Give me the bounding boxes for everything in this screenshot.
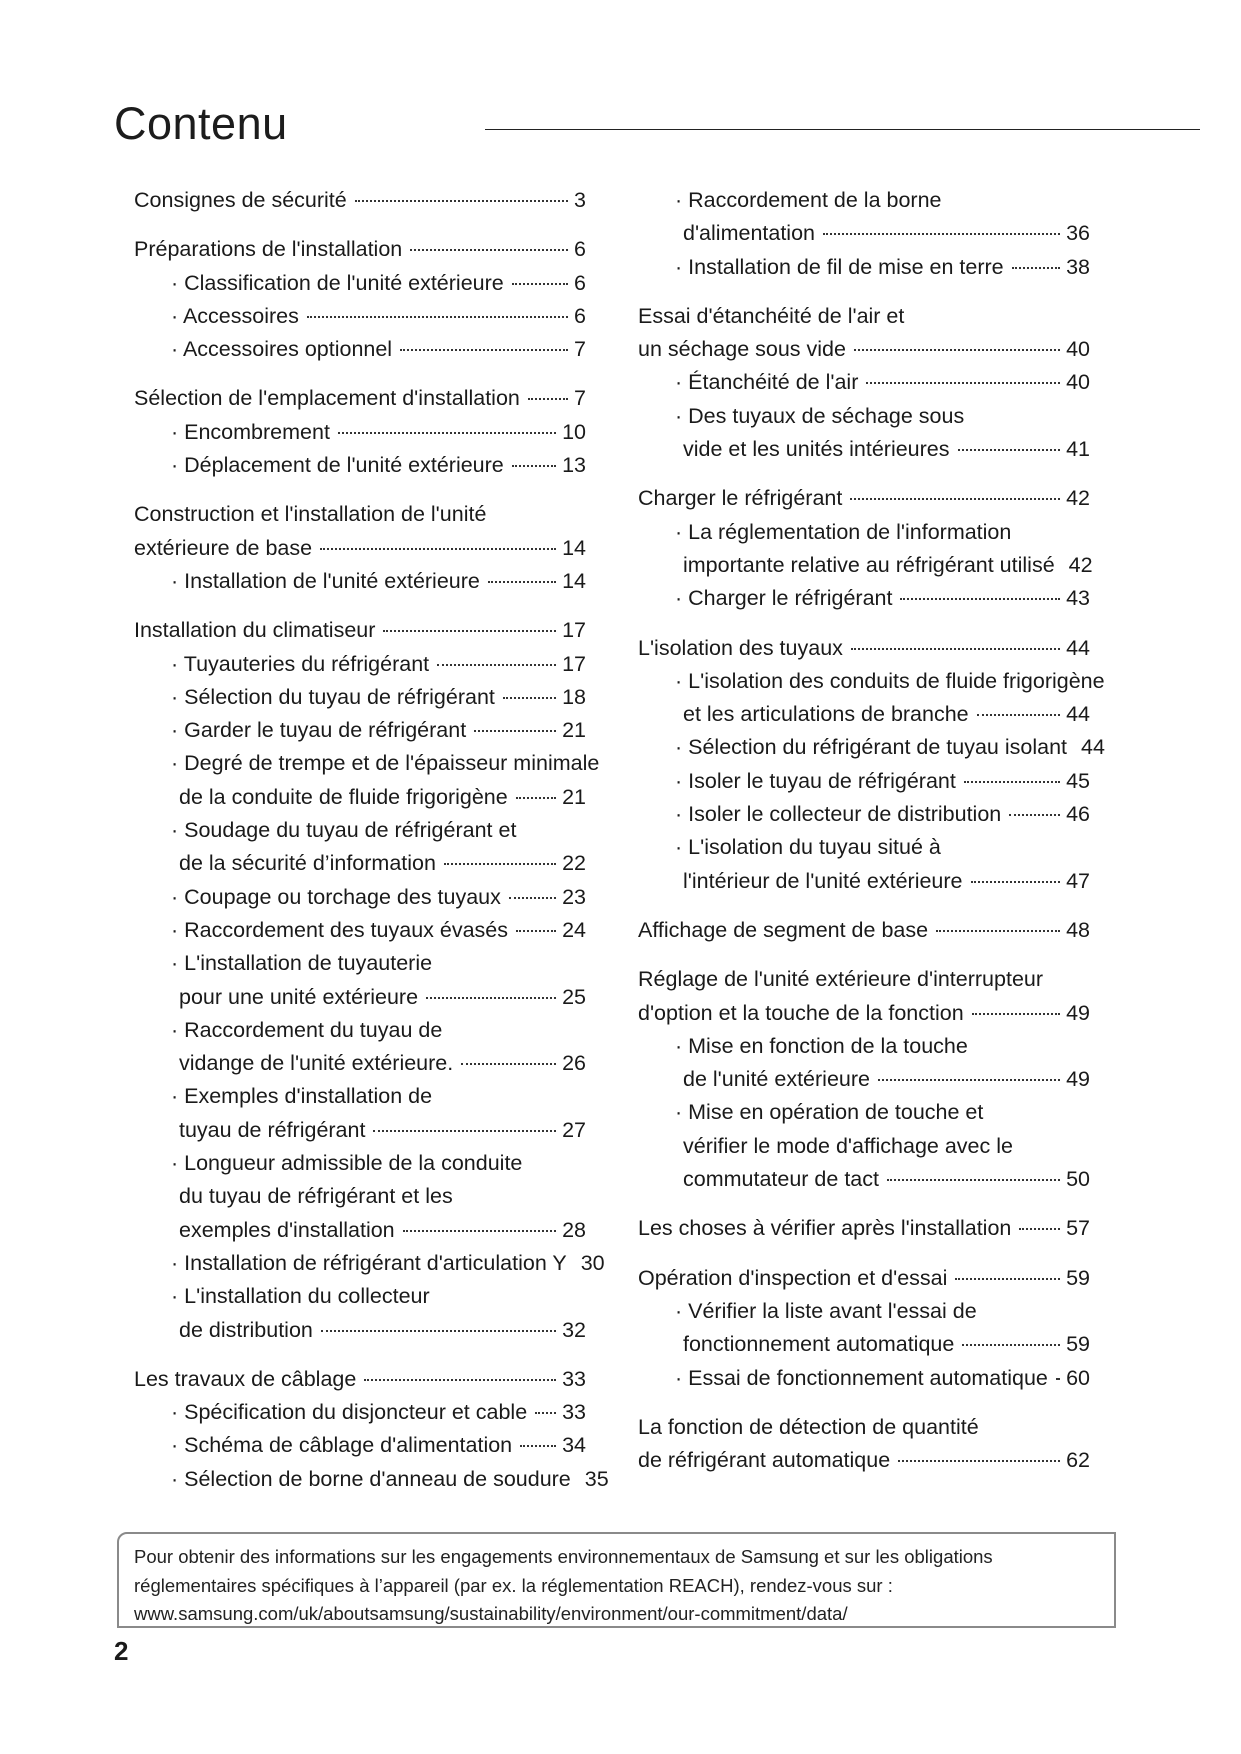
toc-leader-dots	[364, 1379, 556, 1381]
toc-page-number: 14	[562, 568, 586, 593]
toc-entry-label: vérifier le mode d'affichage avec le	[683, 1133, 1013, 1158]
toc-leader-dots	[437, 664, 556, 666]
toc-leader-dots	[321, 1330, 556, 1332]
toc-entry-label: · Vérifier la liste avant l'essai de	[675, 1298, 977, 1323]
toc-entry-label: · Isoler le tuyau de réfrigérant	[675, 768, 956, 793]
toc-page-number: 57	[1066, 1216, 1090, 1241]
toc-entry-label: · Exemples d'installation de	[171, 1084, 433, 1109]
toc-page-number: 43	[1066, 586, 1090, 611]
toc-subentry[interactable]	[638, 798, 1090, 831]
toc-subentry[interactable]	[638, 217, 1090, 250]
toc-leader-dots	[444, 863, 556, 865]
toc-subentry[interactable]	[134, 847, 586, 880]
toc-page-number: 22	[562, 851, 586, 876]
toc-subentry[interactable]	[638, 665, 1105, 698]
toc-entry-label: de la sécurité d’information	[179, 851, 436, 876]
toc-leader-dots	[512, 283, 568, 285]
toc-entry-label: de réfrigérant automatique	[638, 1448, 891, 1473]
toc-entry-label: de l'unité extérieure	[683, 1067, 870, 1092]
toc-section	[638, 482, 1093, 615]
toc-entry-label: · Raccordement de la borne	[675, 188, 942, 212]
environment-notice-text: Pour obtenir des informations sur les engagements environnementaux de Samsung et sur les obligations réglementaires spécifiques à l’appareil (par ex. la réglementation REACH), rendez-vous sur : www.samsung.com/uk/aboutsamsung/sustainability/environment/our-commitment/data/	[134, 1546, 993, 1624]
toc-entry-label: l'intérieur de l'unité extérieure	[683, 868, 963, 893]
toc-page-number: 30	[580, 1250, 605, 1275]
toc-subentry[interactable]	[638, 400, 1090, 433]
toc-entry-label: · Classification de l'unité extérieure	[171, 270, 504, 295]
toc-page-number: 44	[1081, 735, 1105, 760]
toc-page-number: 32	[562, 1317, 586, 1342]
toc-entry-label: et les articulations de branche	[683, 702, 969, 727]
toc-subentry[interactable]	[638, 1096, 1090, 1129]
toc-leader-dots	[850, 498, 1060, 500]
toc-entry-label: · Charger le réfrigérant	[675, 586, 893, 611]
toc-subentry[interactable]	[134, 1396, 586, 1429]
toc-entry-label: exemples d'installation	[179, 1217, 395, 1242]
toc-entry-label: · Soudage du tuyau de réfrigérant et	[171, 818, 517, 843]
toc-entry[interactable]	[638, 914, 1090, 947]
toc-entry-label: fonctionnement automatique	[683, 1332, 955, 1357]
toc-subentry[interactable]	[134, 981, 586, 1014]
toc-entry-label: Opération d'inspection et d'essai	[638, 1265, 948, 1290]
toc-entry-label: Sélection de l'emplacement d'installation	[134, 386, 520, 411]
toc-subentry[interactable]	[134, 681, 586, 714]
toc-subentry[interactable]	[134, 881, 586, 914]
toc-subentry[interactable]	[134, 1180, 586, 1213]
toc-page-number: 38	[1066, 254, 1090, 279]
toc-entry[interactable]	[134, 532, 586, 565]
toc-subentry[interactable]	[134, 814, 586, 847]
toc-entry[interactable]	[638, 1262, 1090, 1295]
toc-entry-label: Essai d'étanchéité de l'air et	[638, 303, 905, 328]
toc-subentry[interactable]	[134, 1080, 586, 1113]
toc-entry-label: Affichage de segment de base	[638, 917, 929, 942]
toc-entry-label: L'isolation des tuyaux	[638, 635, 843, 660]
toc-subentry[interactable]	[638, 184, 1090, 217]
toc-subentry[interactable]	[638, 366, 1090, 399]
toc-entry-label: · Raccordement des tuyaux évasés	[171, 917, 508, 942]
toc-page-number: 40	[1066, 337, 1090, 362]
toc-leader-dots	[338, 432, 556, 434]
toc-entry[interactable]	[638, 1411, 1090, 1444]
toc-page-number: 27	[562, 1117, 586, 1142]
toc-entry-label: · L'installation de tuyauterie	[171, 951, 433, 976]
toc-page-number: 13	[562, 453, 586, 478]
page-number: 2	[114, 1636, 129, 1666]
toc-subentry[interactable]	[134, 300, 586, 333]
toc-leader-dots	[955, 1278, 1060, 1280]
toc-entry-label: Les choses à vérifier après l'installation	[638, 1216, 1012, 1241]
toc-section	[134, 184, 586, 217]
toc-subentry[interactable]	[638, 1328, 1090, 1361]
toc-entry-label: · Degré de trempe et de l'épaisseur minimale	[171, 751, 600, 776]
toc-entry-label: · Sélection du réfrigérant de tuyau isolant	[675, 735, 1068, 760]
toc-entry[interactable]	[134, 233, 586, 266]
toc-subentry[interactable]	[134, 1463, 609, 1496]
toc-entry-label: · Installation de l'unité extérieure	[171, 568, 480, 593]
title-rule	[485, 129, 1200, 130]
toc-leader-dots	[512, 465, 556, 467]
toc-leader-dots	[503, 697, 556, 699]
toc-leader-dots	[1009, 814, 1060, 816]
toc-page-number: 26	[562, 1051, 586, 1076]
toc-page-number: 60	[1066, 1365, 1090, 1390]
toc-entry[interactable]	[638, 632, 1090, 665]
toc-page-number: 33	[562, 1400, 586, 1425]
toc-subentry[interactable]	[134, 648, 586, 681]
toc-page-number: 42	[1068, 552, 1093, 577]
toc-entry-label: · L'isolation du tuyau situé à	[675, 835, 941, 860]
toc-leader-dots	[1012, 267, 1060, 269]
toc-page-number: 14	[562, 535, 586, 560]
toc-leader-dots	[488, 581, 556, 583]
toc-entry-label: · Accessoires	[171, 303, 299, 328]
toc-leader-dots	[426, 997, 556, 999]
toc-entry-label: · Accessoires optionnel	[171, 337, 393, 362]
toc-section	[134, 498, 586, 598]
toc-page-number: 46	[1066, 802, 1090, 827]
toc-entry[interactable]	[638, 333, 1090, 366]
toc-leader-dots	[898, 1460, 1060, 1462]
toc-leader-dots	[958, 449, 1061, 451]
toc-entry-label: Réglage de l'unité extérieure d'interrupteur	[638, 967, 1044, 992]
toc-subentry[interactable]	[134, 333, 586, 366]
toc-section	[134, 382, 586, 482]
toc-subentry[interactable]	[638, 582, 1090, 615]
toc-entry-label: importante relative au réfrigérant utilisé	[683, 552, 1055, 577]
toc-page-number: 6	[574, 270, 586, 295]
toc-page-number: 17	[562, 651, 586, 676]
toc-entry-label: · Isoler le collecteur de distribution	[675, 802, 1002, 827]
toc-subentry[interactable]	[134, 947, 586, 980]
toc-entry-label: · Sélection de borne d'anneau de soudure	[171, 1466, 571, 1491]
toc-leader-dots	[410, 249, 568, 251]
toc-entry-label: · Mise en opération de touche et	[675, 1100, 984, 1125]
toc-page-number: 44	[1066, 702, 1090, 727]
toc-entry-label: · Garder le tuyau de réfrigérant	[171, 718, 467, 743]
toc-entry[interactable]	[134, 614, 586, 647]
toc-section	[134, 614, 605, 1347]
toc-entry[interactable]	[134, 184, 586, 217]
toc-page-number: 50	[1066, 1167, 1090, 1192]
toc-page-number: 62	[1066, 1448, 1090, 1473]
toc-subentry[interactable]	[638, 251, 1090, 284]
toc-leader-dots	[962, 1344, 1060, 1346]
toc-subentry[interactable]	[638, 1163, 1090, 1196]
toc-entry[interactable]	[134, 382, 586, 415]
toc-entry-label: vidange de l'unité extérieure.	[179, 1051, 454, 1076]
toc-page-number: 28	[562, 1217, 586, 1242]
toc-entry-label: Construction et l'installation de l'unité	[134, 502, 487, 527]
toc-entry-label: pour une unité extérieure	[179, 984, 419, 1009]
toc-page-number: 21	[562, 784, 586, 809]
toc-subentry[interactable]	[134, 1014, 586, 1047]
toc-entry-label: Préparations de l'installation	[134, 237, 403, 262]
toc-subentry[interactable]	[134, 714, 586, 747]
toc-subentry[interactable]	[638, 516, 1090, 549]
toc-subentry[interactable]	[638, 831, 1090, 864]
toc-entry-label: · Tuyauteries du réfrigérant	[171, 651, 430, 676]
toc-leader-dots	[461, 1063, 556, 1065]
toc-entry-label: un séchage sous vide	[638, 337, 846, 362]
toc-page-number: 7	[574, 386, 586, 411]
toc-leader-dots	[878, 1079, 1060, 1081]
toc-entry-label: · Étanchéité de l'air	[675, 370, 859, 395]
toc-leader-dots	[516, 930, 556, 932]
toc-entry-label: du tuyau de réfrigérant et les	[179, 1184, 453, 1209]
toc-entry-label: · Des tuyaux de séchage sous	[675, 403, 965, 428]
toc-entry[interactable]	[638, 300, 1090, 333]
toc-entry-label: · Encombrement	[171, 419, 330, 444]
toc-leader-dots	[373, 1130, 556, 1132]
toc-entry-label: commutateur de tact	[683, 1167, 879, 1192]
toc-leader-dots	[320, 548, 556, 550]
toc-leader-dots	[403, 1230, 556, 1232]
toc-section	[638, 632, 1105, 898]
toc-section	[134, 1363, 609, 1496]
toc-leader-dots	[474, 730, 556, 732]
toc-page-number: 35	[584, 1466, 609, 1491]
toc-entry-label: Charger le réfrigérant	[638, 486, 843, 511]
toc-leader-dots	[520, 1445, 556, 1447]
toc-entry-label: · Spécification du disjoncteur et cable	[171, 1400, 528, 1425]
toc-section	[638, 914, 1090, 947]
environment-notice	[117, 1532, 1116, 1628]
toc-entry-label: d'alimentation	[683, 221, 815, 246]
toc-entry-label: vide et les unités intérieures	[683, 437, 950, 462]
toc-entry-label: · L'isolation des conduits de fluide frigorigène	[675, 668, 1105, 693]
toc-subentry[interactable]	[134, 449, 586, 482]
toc-subentry[interactable]	[638, 1362, 1090, 1395]
toc-entry-label: · Installation de fil de mise en terre	[675, 254, 1004, 279]
toc-entry[interactable]	[134, 1363, 586, 1396]
toc-subentry[interactable]	[134, 1280, 586, 1313]
toc-subentry[interactable]	[638, 865, 1090, 898]
toc-subentry[interactable]	[638, 1295, 1090, 1328]
toc-entry-label: · Mise en fonction de la touche	[675, 1033, 968, 1058]
toc-entry-label: d'option et la touche de la fonction	[638, 1000, 964, 1025]
toc-leader-dots	[971, 881, 1061, 883]
toc-page-number: 7	[574, 337, 586, 362]
toc-page-number: 59	[1066, 1265, 1090, 1290]
toc-leader-dots	[977, 714, 1060, 716]
toc-page-number: 21	[562, 718, 586, 743]
toc-leader-dots	[887, 1179, 1060, 1181]
toc-entry-label: de distribution	[179, 1317, 313, 1342]
toc-subentry[interactable]	[134, 1214, 586, 1247]
toc-entry-label: La fonction de détection de quantité	[638, 1414, 979, 1439]
toc-leader-dots	[1019, 1228, 1060, 1230]
toc-leader-dots	[823, 233, 1060, 235]
toc-entry-label: de la conduite de fluide frigorigène	[179, 784, 508, 809]
toc-leader-dots	[851, 648, 1060, 650]
toc-page-number: 33	[562, 1366, 586, 1391]
toc-leader-dots	[1056, 1378, 1060, 1380]
toc-entry-label: · La réglementation de l'information	[675, 519, 1012, 544]
toc-leader-dots	[936, 930, 1060, 932]
toc-page-number: 3	[574, 188, 586, 212]
toc-subentry[interactable]	[134, 1114, 586, 1147]
toc-subentry[interactable]	[134, 1147, 586, 1180]
toc-subentry[interactable]	[638, 698, 1090, 731]
toc-entry[interactable]	[638, 482, 1090, 515]
toc-leader-dots	[509, 897, 556, 899]
toc-section	[638, 1212, 1090, 1245]
toc-entry-label: tuyau de réfrigérant	[179, 1117, 366, 1142]
toc-page-number: 34	[562, 1433, 586, 1458]
toc-section	[134, 233, 586, 366]
toc-leader-dots	[400, 349, 568, 351]
toc-page-number: 59	[1066, 1332, 1090, 1357]
toc-entry-label: Les travaux de câblage	[134, 1366, 357, 1391]
toc-subentry[interactable]	[638, 1030, 1090, 1063]
toc-entry-label: · Schéma de câblage d'alimentation	[171, 1433, 513, 1458]
toc-entry[interactable]	[134, 498, 586, 531]
toc-page-number: 42	[1066, 486, 1090, 511]
toc-page-number: 23	[562, 884, 586, 909]
toc-entry-label: · Essai de fonctionnement automatique	[675, 1365, 1048, 1390]
toc-subentry[interactable]	[134, 914, 586, 947]
toc-entry[interactable]	[638, 1212, 1090, 1245]
toc-subentry[interactable]	[134, 1314, 586, 1347]
toc-subentry[interactable]	[638, 549, 1093, 582]
toc-section	[638, 1262, 1090, 1395]
page-title: Contenu	[114, 98, 288, 149]
toc-entry-label: Installation du climatiseur	[134, 618, 376, 643]
toc-subentry[interactable]	[134, 416, 586, 449]
toc-entry[interactable]	[638, 963, 1090, 996]
toc-section	[638, 963, 1090, 1196]
toc-page-number: 36	[1066, 221, 1090, 246]
toc-entry-label: · Longueur admissible de la conduite	[171, 1151, 523, 1176]
toc-page-number: 45	[1066, 768, 1090, 793]
toc-page-number: 49	[1066, 1000, 1090, 1025]
toc-leader-dots	[900, 598, 1060, 600]
toc-page-number: 17	[562, 618, 586, 643]
toc-entry-label: extérieure de base	[134, 535, 313, 560]
toc-leader-dots	[854, 349, 1060, 351]
toc-leader-dots	[516, 797, 556, 799]
toc-page-number: 40	[1066, 370, 1090, 395]
toc-entry-label: · L'installation du collecteur	[171, 1284, 430, 1309]
toc-leader-dots	[355, 200, 568, 202]
toc-entry-label: · Installation de réfrigérant d'articulation Y	[171, 1250, 567, 1275]
toc-entry-label: · Coupage ou torchage des tuyaux	[171, 884, 501, 909]
toc-entry[interactable]	[638, 997, 1090, 1030]
toc-subentry[interactable]	[638, 1130, 1090, 1163]
toc-left-column	[134, 184, 609, 1512]
toc-leader-dots	[972, 1013, 1060, 1015]
toc-page-number: 6	[574, 237, 586, 262]
toc-entry-label: · Sélection du tuyau de réfrigérant	[171, 684, 495, 709]
toc-section	[638, 1411, 1090, 1478]
toc-leader-dots	[528, 398, 568, 400]
toc-page-number: 41	[1066, 437, 1090, 462]
toc-page-number: 10	[562, 419, 586, 444]
toc-page-number: 6	[574, 303, 586, 328]
toc-subentry[interactable]	[638, 731, 1105, 764]
toc-section	[638, 300, 1090, 466]
toc-leader-dots	[383, 630, 556, 632]
toc-section	[638, 184, 1090, 284]
toc-subentry[interactable]	[638, 1063, 1090, 1096]
toc-leader-dots	[307, 316, 568, 318]
toc-subentry[interactable]	[134, 1429, 586, 1462]
toc-entry-label: · Déplacement de l'unité extérieure	[171, 453, 504, 478]
toc-leader-dots	[866, 382, 1060, 384]
toc-subentry[interactable]	[134, 1247, 605, 1280]
toc-subentry[interactable]	[134, 781, 586, 814]
toc-page-number: 24	[562, 917, 586, 942]
toc-right-column	[638, 184, 1105, 1493]
toc-subentry[interactable]	[134, 565, 586, 598]
toc-entry-label: · Raccordement du tuyau de	[171, 1017, 443, 1042]
toc-page-number: 25	[562, 984, 586, 1009]
toc-page-number: 49	[1066, 1067, 1090, 1092]
toc-subentry[interactable]	[134, 1047, 586, 1080]
toc-page-number: 44	[1066, 635, 1090, 660]
toc-subentry[interactable]	[134, 267, 586, 300]
toc-leader-dots	[535, 1412, 556, 1414]
toc-leader-dots	[964, 781, 1060, 783]
toc-entry[interactable]	[638, 1444, 1090, 1477]
toc-page-number: 47	[1066, 868, 1090, 893]
toc-subentry[interactable]	[134, 747, 600, 780]
toc-entry-label: Consignes de sécurité	[134, 188, 347, 212]
toc-page-number: 48	[1066, 917, 1090, 942]
toc-subentry[interactable]	[638, 433, 1090, 466]
toc-subentry[interactable]	[638, 765, 1090, 798]
toc-page-number: 18	[562, 684, 586, 709]
